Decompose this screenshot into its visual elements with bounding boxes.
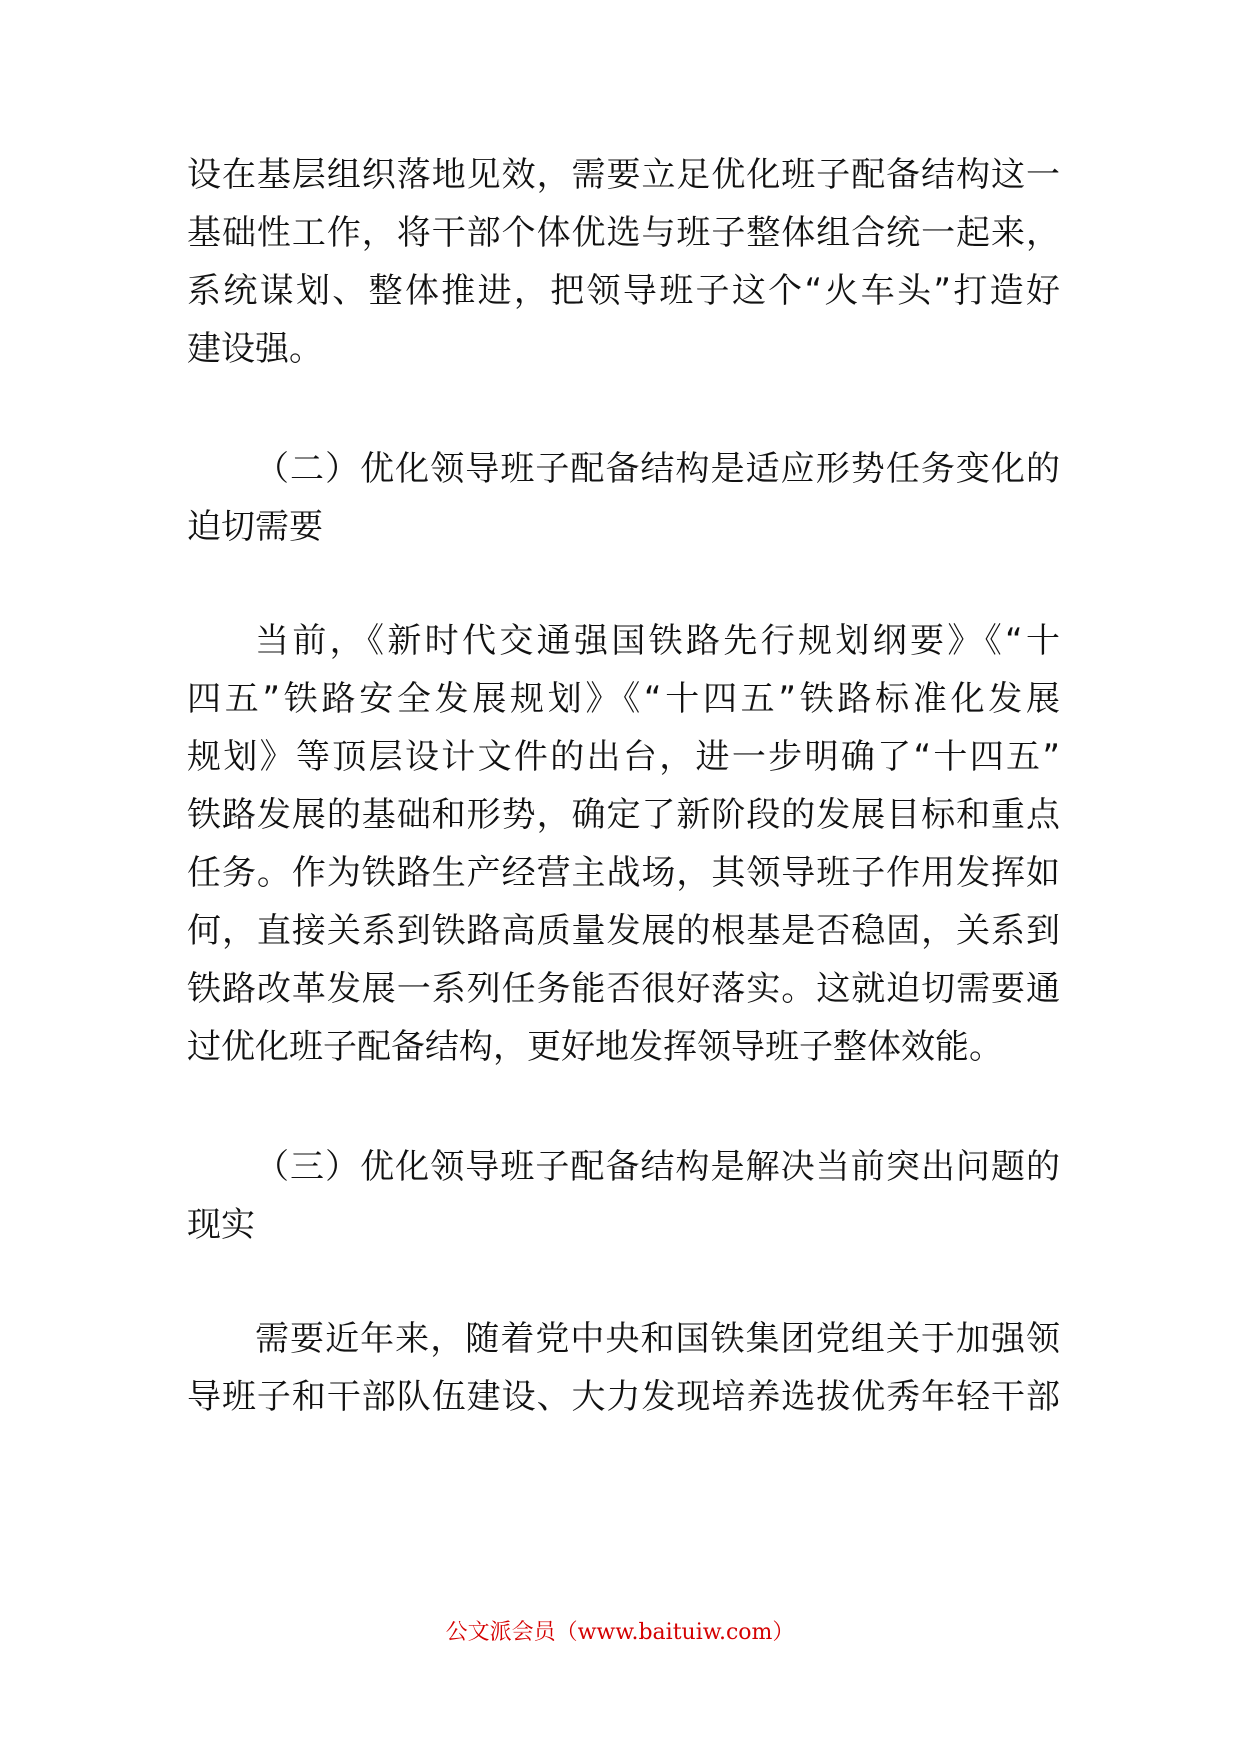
text-line: 当前，《新时代交通强国铁路先行规划纲要》《“十 — [255, 621, 1060, 661]
text-line: 何，直接关系到铁路高质量发展的根基是否稳固，关系到 — [187, 911, 1060, 951]
text-line: 四五”铁路安全发展规划》《“十四五”铁路标准化发展 — [187, 679, 1060, 719]
text-line: 基础性工作，将干部个体优选与班子整体组合统一起来， — [187, 213, 1060, 253]
heading-line: （三）优化领导班子配备结构是解决当前突出问题的 — [255, 1147, 1060, 1187]
text-line: 铁路改革发展一系列任务能否很好落实。这就迫切需要通 — [187, 969, 1060, 1009]
heading-line: 迫切需要 — [187, 507, 323, 547]
text-line: 需要近年来，随着党中央和国铁集团党组关于加强领 — [255, 1319, 1060, 1359]
text-line: 系统谋划、整体推进，把领导班子这个“火车头”打造好 — [187, 271, 1060, 311]
text-line: 导班子和干部队伍建设、大力发现培养选拔优秀年轻干部 — [187, 1377, 1060, 1417]
text-line: 规划》等顶层设计文件的出台，进一步明确了“十四五” — [187, 737, 1060, 777]
text-line: 铁路发展的基础和形势，确定了新阶段的发展目标和重点 — [187, 795, 1060, 835]
heading-line: （二）优化领导班子配备结构是适应形势任务变化的 — [255, 449, 1060, 489]
text-line: 过优化班子配备结构，更好地发挥领导班子整体效能。 — [187, 1027, 1003, 1067]
text-line: 建设强。 — [187, 329, 323, 369]
footer-watermark-link[interactable]: 公文派会员（www.baituiw.com） — [445, 1620, 795, 1645]
heading-line: 现实 — [187, 1205, 255, 1245]
text-line: 任务。作为铁路生产经营主战场，其领导班子作用发挥如 — [187, 853, 1060, 893]
text-line: 设在基层组织落地见效，需要立足优化班子配备结构这一 — [187, 155, 1060, 195]
